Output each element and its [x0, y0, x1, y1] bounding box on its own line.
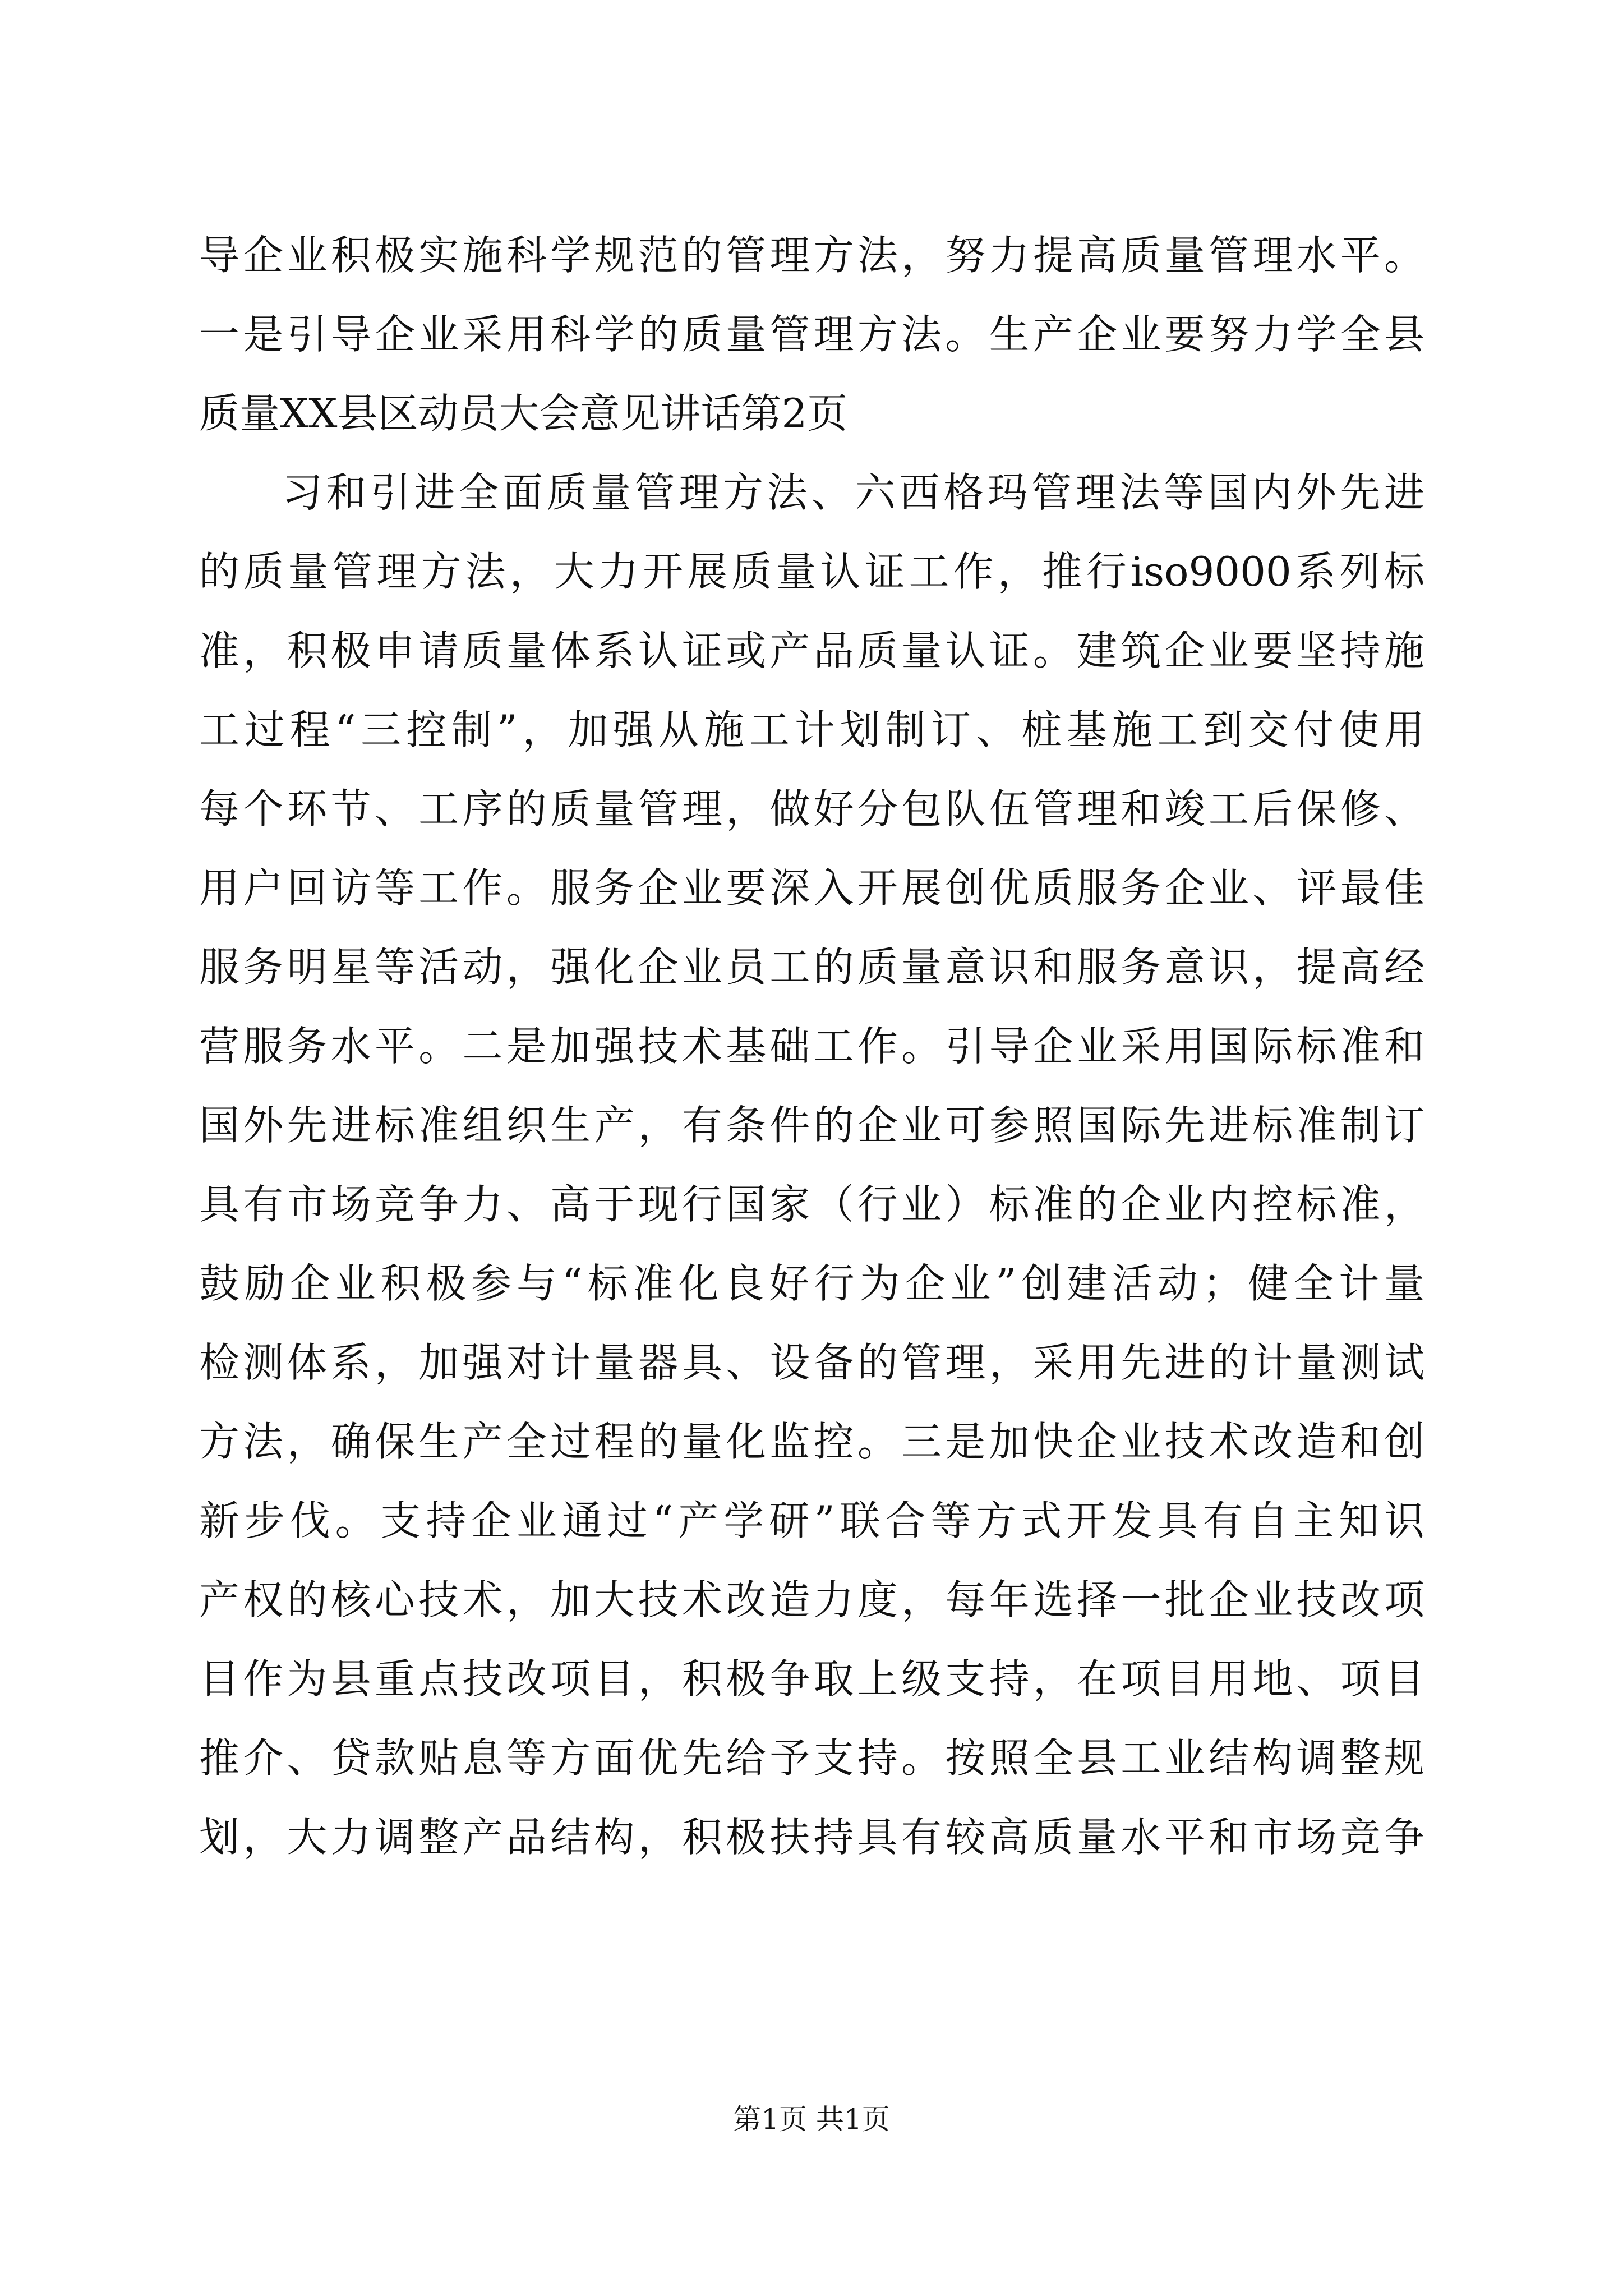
text-line: 具有市场竞争力、高于现行国家（行业）标准的企业内控标准， — [199, 1181, 1424, 1228]
text-line: 导企业积极实施科学规范的管理方法，努力提高质量管理水平。 — [199, 232, 1424, 279]
text-line: 鼓励企业积极参与“标准化良好行为企业”创建活动；健全计量 — [199, 1260, 1424, 1307]
text-line: 国外先进标准组织生产，有条件的企业可参照国际先进标准制订 — [199, 1102, 1424, 1149]
text-line: 服务明星等活动，强化企业员工的质量意识和服务意识，提高经 — [199, 944, 1424, 991]
text-line: 划，大力调整产品结构，积极扶持具有较高质量水平和市场竞争 — [199, 1814, 1424, 1861]
text-line: 质量XX县区动员大会意见讲话第2页 — [199, 390, 848, 437]
text-line: 检测体系，加强对计量器具、设备的管理，采用先进的计量测试 — [199, 1339, 1424, 1386]
page-footer — [0, 2102, 1623, 2136]
text-line: 推介、贷款贴息等方面优先给予支持。按照全县工业结构调整规 — [199, 1734, 1424, 1782]
text-line: 营服务水平。二是加强技术基础工作。引导企业采用国际标准和 — [199, 1023, 1424, 1070]
text-line: 准，积极申请质量体系认证或产品质量认证。建筑企业要坚持施 — [199, 627, 1424, 674]
page-number-label: 第1页 共1页 — [733, 2103, 890, 2136]
text-line: 每个环节、工序的质量管理，做好分包队伍管理和竣工后保修、 — [199, 785, 1424, 832]
text-line: 工过程“三控制”，加强从施工计划制订、桩基施工到交付使用 — [199, 706, 1424, 753]
text-line: 目作为县重点技改项目，积极争取上级支持，在项目用地、项目 — [199, 1655, 1424, 1703]
text-line: 的质量管理方法，大力开展质量认证工作，推行iso9000系列标 — [199, 548, 1424, 595]
text-line: 新步伐。支持企业通过“产学研”联合等方式开发具有自主知识 — [199, 1497, 1424, 1544]
text-line: 产权的核心技术，加大技术改造力度，每年选择一批企业技改项 — [199, 1576, 1424, 1623]
text-line: 习和引进全面质量管理方法、六西格玛管理法等国内外先进 — [282, 469, 1424, 516]
text-line: 用户回访等工作。服务企业要深入开展创优质服务企业、评最佳 — [199, 864, 1424, 912]
text-line: 方法，确保生产全过程的量化监控。三是加快企业技术改造和创 — [199, 1418, 1424, 1465]
document-body — [199, 216, 1424, 1877]
text-line: 一是引导企业采用科学的质量管理方法。生产企业要努力学全县 — [199, 311, 1424, 358]
